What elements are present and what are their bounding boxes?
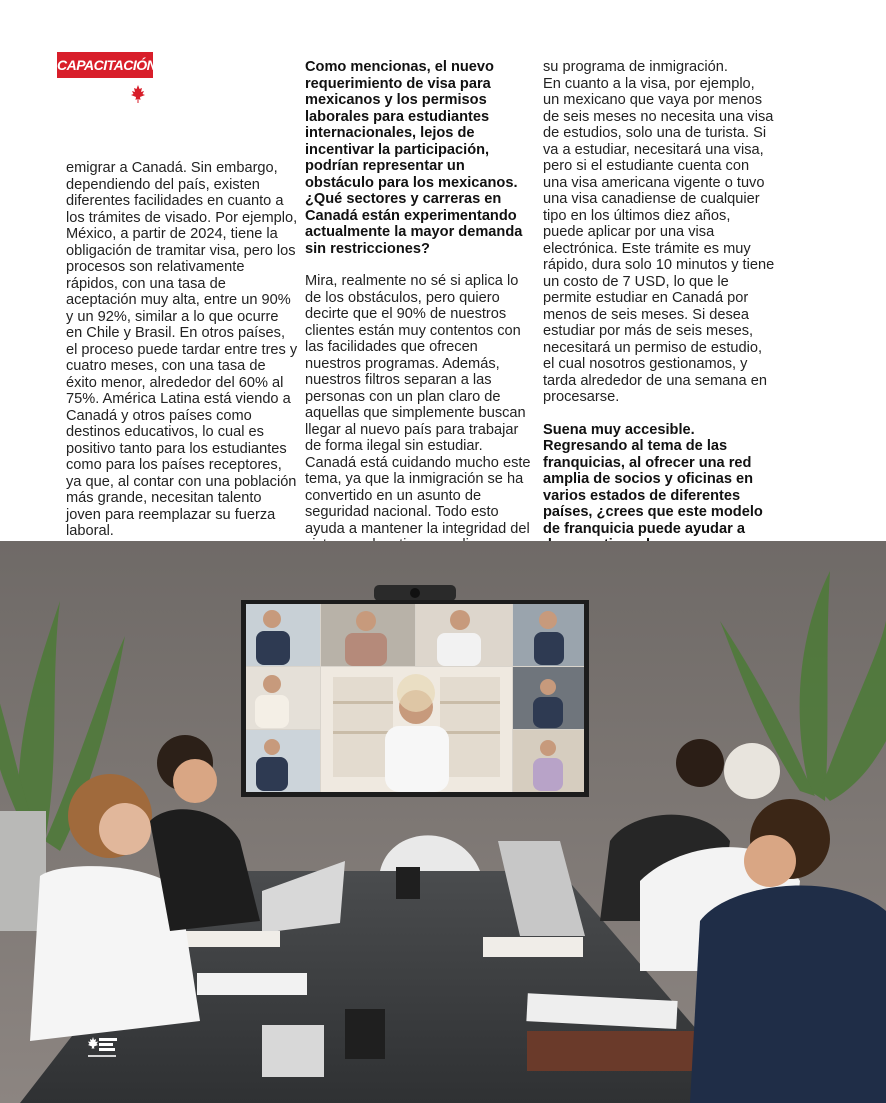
article-column-2	[305, 59, 533, 570]
interview-question: Como mencionas, el nuevo requerimiento de visa para mexicanos y los permisos laborales para estudiantes internacionales, lejos de incentivar la participación, podrían representar un obstáculo para los mexicanos. ¿Qué sectores y carreras en Canadá están experimentando actualmente la mayor demanda sin restricciones?	[305, 59, 523, 257]
section-label: CAPACITACIÓN	[57, 52, 153, 78]
interview-question: Suena muy accesible. Regresando al tema de las franquicias, al ofrecer una red amplia de socios y oficinas en varios estados de diferentes países, ¿crees que este modelo de franquicia puede ayudar a	[543, 421, 763, 537]
article-column-3	[543, 59, 775, 570]
made-for-canada-logo	[84, 1035, 120, 1067]
paragraph: emigrar a Canadá. Sin embargo, dependiendo del país, existen diferentes facilidades en cuanto a los trámites de visado. Por ejemplo, México, a partir de 2024, tiene la obligación de tramitar visa, pero los procesos son relativamente rápidos, con una tasa de aceptación muy alta, entre un 90% y un 92%, similar a lo que ocurre en Chile y Brasil. En otros países, el proceso puede tardar entre tres y cuatro meses, con una tasa de éxito menor, alrededor del 60% al 75%. América Latina está viendo a Canadá y otros países como destinos educativos, lo cual es positivo tanto para los estudiantes como para los países receptores, ya que, al contar con una población más grande, necesitan talento joven para reemplazar su fuerza laboral.	[66, 160, 298, 539]
interview-answer: su programa de inmigración. En cuanto a la visa, por ejemplo, un mexicano que vaya por menos de seis meses no necesita una visa de estudios, solo una de turista. Si va a estudiar, necesitará una visa, pero si el estudiante cuenta con una visa americana vigente o tuvo una visa canadiense de cualquier tipo en los últimos diez años, puede aplicar por una visa electrónica. Este trámite es muy rápido, dura solo 10 minutos y tiene un costo de 7 USD, lo que le permite estudiar en Canadá por menos de seis meses. Si desea estudiar por más de seis meses, necesitará un permiso de estudio, el cual nosotros gestionamos, y tarda alrededor de una semana en procesarse.	[543, 59, 775, 405]
article-column-1	[66, 160, 298, 556]
maple-leaf-logo	[128, 84, 148, 104]
meeting-room-photo	[0, 541, 886, 1103]
interview-answer: Mira, realmente no sé si aplica lo de los obstáculos, pero quiero decirte que el 90% de nuestros clientes están muy contentos con las facilidades que ofrecen nuestros programas. Además, nuestros filtros separan a las personas con un plan claro de aquellas que simplemente buscan llegar al nuevo país para trabajar de forma ilegal sin estudiar. Canadá está cuidando mucho este tema, ya que la inmigración se ha convertido en un asunto de seguridad nacional. Todo esto ayuda a mantener la integridad del	[305, 273, 531, 537]
